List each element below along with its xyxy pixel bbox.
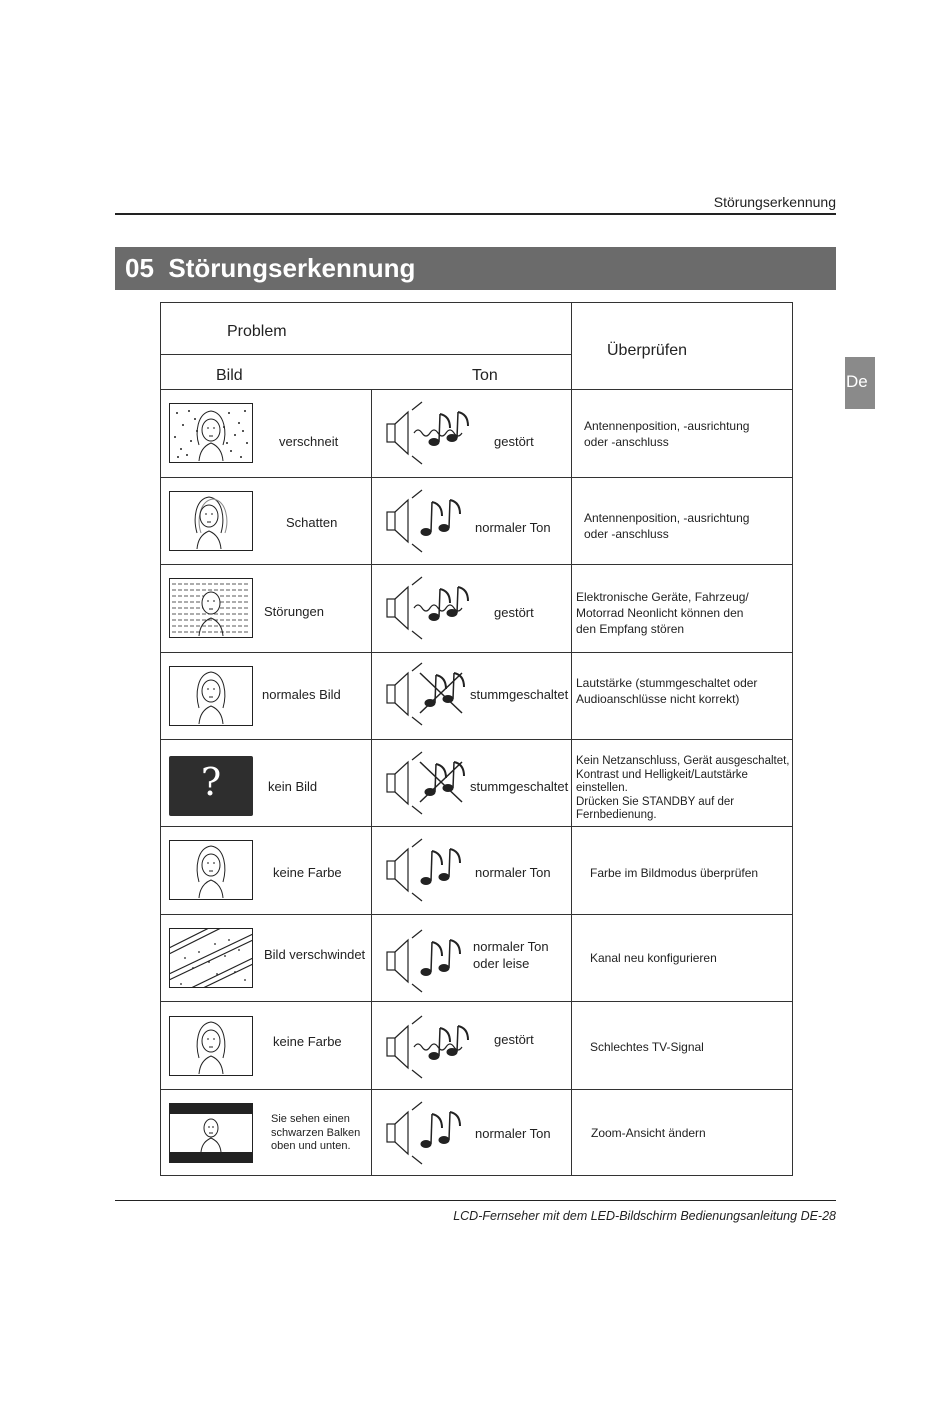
footer-text: LCD-Fernseher mit dem LED-Bildschirm Bedienungsanleitung DE-28 — [453, 1209, 836, 1223]
language-tab-label: De — [846, 372, 868, 391]
no-colour-picture-icon — [169, 1016, 253, 1076]
picture-header: Bild — [216, 367, 243, 384]
section-title-text: Störungserkennung — [168, 253, 416, 283]
table-row — [160, 1002, 793, 1089]
check-instruction: Antennenposition, -ausrichtung oder -anschluss — [584, 511, 750, 541]
section-title-bar — [115, 247, 836, 290]
muted-sound-icon — [382, 661, 482, 727]
picture-label: Bild verschwindet — [264, 947, 366, 962]
sound-label: gestört — [494, 1032, 534, 1047]
no-picture-icon — [169, 756, 253, 816]
sound-label: normaler Ton — [475, 1126, 551, 1141]
letterbox-picture-icon — [169, 1103, 253, 1163]
table-row — [160, 827, 793, 914]
check-instruction: Elektronische Geräte, Fahrzeug/ Motorrad Neonlicht können den den Empfang stören — [576, 590, 749, 636]
picture-label: Störungen — [264, 604, 324, 619]
sound-header: Ton — [472, 367, 498, 384]
picture-label: verschneit — [279, 434, 339, 449]
normal-picture-icon — [169, 666, 253, 726]
picture-label: keine Farbe — [273, 865, 342, 880]
table-row — [160, 1090, 793, 1176]
normal-sound-icon — [382, 837, 482, 903]
check-instruction: Schlechtes TV-Signal — [590, 1040, 704, 1054]
language-tab — [845, 357, 875, 409]
check-instruction: Kein Netzanschluss, Gerät ausgeschaltet, Kontrast und Helligkeit/Lautstärke einstellen. Drücken Sie STANDBY auf der Fernbedienung. — [576, 755, 790, 821]
sound-label: normaler Ton — [475, 865, 551, 880]
picture-label: Schatten — [286, 515, 338, 530]
disappearing-picture-icon — [169, 928, 253, 988]
running-head: Störungserkennung — [713, 194, 836, 210]
table-row — [160, 740, 793, 826]
check-instruction: Zoom-Ansicht ändern — [591, 1126, 706, 1140]
sound-label: stummgeschaltet — [470, 779, 569, 794]
table-row — [160, 565, 793, 652]
snowy-picture-icon — [169, 403, 253, 463]
distorted-sound-icon — [382, 400, 482, 466]
picture-label: Sie sehen einen schwarzen Balken oben und unten. — [271, 1113, 361, 1152]
distorted-sound-icon — [382, 1014, 482, 1080]
check-instruction: Antennenposition, -ausrichtung oder -anschluss — [584, 419, 750, 449]
normal-sound-icon — [382, 1100, 482, 1166]
picture-label: keine Farbe — [273, 1034, 342, 1049]
muted-sound-icon — [382, 750, 482, 816]
table-row — [160, 653, 793, 739]
picture-label: kein Bild — [268, 779, 318, 794]
check-header: Überprüfen — [607, 342, 688, 359]
normal-sound-icon — [382, 488, 482, 554]
table-row — [160, 478, 793, 564]
check-instruction: Lautstärke (stummgeschaltet oder Audioanschlüsse nicht korrekt) — [576, 676, 758, 706]
footer-rule — [115, 1200, 836, 1201]
shadow-picture-icon — [169, 491, 253, 551]
check-instruction: Kanal neu konfigurieren — [590, 951, 717, 965]
section-title — [125, 253, 415, 284]
check-instruction: Farbe im Bildmodus überprüfen — [590, 866, 759, 880]
interference-picture-icon — [169, 578, 253, 638]
troubleshooting-table — [160, 302, 793, 1176]
sound-label: gestört — [494, 605, 534, 620]
normal-sound-icon — [382, 928, 482, 994]
picture-label: normales Bild — [262, 687, 341, 702]
problem-header: Problem — [227, 323, 287, 340]
sound-label: normaler Ton oder leise — [473, 939, 549, 971]
distorted-sound-icon — [382, 575, 482, 641]
table-row — [160, 915, 793, 1001]
sound-label: stummgeschaltet — [470, 687, 569, 702]
no-colour-picture-icon — [169, 840, 253, 900]
question-mark: ? — [200, 760, 222, 804]
sound-label: gestört — [494, 434, 534, 449]
table-row — [160, 390, 793, 477]
section-number: 05 — [125, 253, 154, 283]
header-rule — [115, 213, 836, 215]
sound-label: normaler Ton — [475, 520, 551, 535]
